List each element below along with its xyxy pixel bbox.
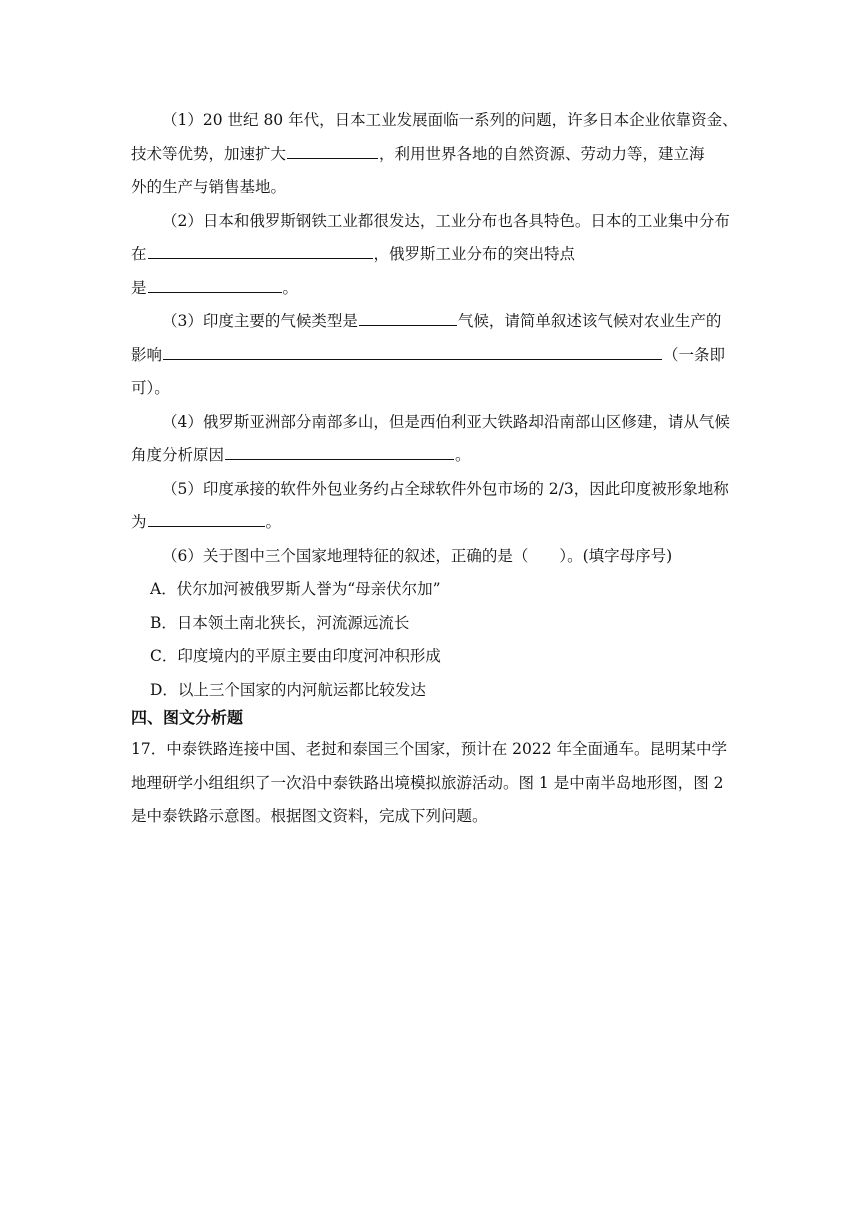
q4-text-b: 。 (455, 446, 471, 464)
q1-text-a: 技术等优势，加速扩大 (131, 144, 287, 163)
q17-line-1: 17．中泰铁路连接中国、老挝和泰国三个国家，预计在 2022 年全面通车。昆明某中学 (131, 740, 728, 758)
q5-text-a: 为 (131, 513, 147, 531)
q2-answer-blank-1[interactable] (148, 242, 373, 259)
q2-line-1: （2）日本和俄罗斯钢铁工业都很发达，工业分布也各具特色。日本的工业集中分布 (162, 211, 730, 230)
q3-text-a: （3）印度主要的气候类型是 (162, 312, 358, 330)
q2-text-a: 在 (131, 245, 147, 263)
q5-text-b: 。 (265, 513, 282, 531)
q17-line-3: 是中泰铁路示意图。根据图文资料，完成下列问题。 (131, 807, 488, 825)
q3-text-c: 影响 (131, 345, 163, 364)
q3-answer-blank-2[interactable] (163, 343, 662, 360)
q2-text-b: ，俄罗斯工业分布的突出特点 (373, 245, 576, 263)
q4-answer-blank[interactable] (225, 443, 454, 460)
q5-answer-blank[interactable] (148, 510, 265, 527)
q6-option-b[interactable]: B．日本领土南北狭长，河流源远流长 (150, 613, 410, 632)
q17-line-2: 地理研学小组组织了一次沿中泰铁路出境模拟旅游活动。图 1 是中南半岛地形图，图 2 (131, 773, 724, 792)
q1-line-1: （1）20 世纪 80 年代，日本工业发展面临一系列的问题，许多日本企业依靠资金、 (162, 111, 738, 129)
q6-option-c[interactable]: C．印度境内的平原主要由印度河冲积形成 (150, 647, 441, 665)
q6-option-d[interactable]: D．以上三个国家的内河航运都比较发达 (150, 680, 426, 699)
q1-text-b: ，利用世界各地的自然资源、劳动力等，建立海 (379, 144, 705, 163)
q6-stem: （6）关于图中三个国家地理特征的叙述，正确的是（ ）。(填字母序号) (162, 546, 673, 565)
document-page (131, 104, 738, 834)
q1-line-2 (131, 138, 731, 172)
q2-line-2 (131, 238, 731, 272)
section-heading: 四、图文分析题 (131, 708, 244, 727)
q3-text-d: （一条即 (663, 345, 726, 364)
q3-text-b: 气候，请简单叙述该气候对农业生产的 (457, 312, 722, 330)
q6-option-a[interactable]: A．伏尔加河被俄罗斯人誉为“母亲伏尔加” (150, 580, 441, 598)
q1-answer-blank[interactable] (287, 142, 378, 159)
q3-line-3: 可）。 (131, 379, 170, 397)
q4-text-a: 角度分析原因 (131, 446, 225, 464)
q1-line-3: 外的生产与销售基地。 (131, 178, 287, 196)
q5-line-2 (131, 506, 731, 540)
q2-line-3 (131, 272, 731, 306)
q3-line-1 (131, 305, 731, 339)
q5-line-1: （5）印度承接的软件外包业务约占全球软件外包市场的 2/3，因此印度被形象地称 (162, 479, 729, 498)
q2-text-d: 。 (282, 278, 299, 297)
q2-answer-blank-2[interactable] (148, 276, 282, 293)
q2-text-c: 是 (131, 278, 147, 297)
q4-line-1: （4）俄罗斯亚洲部分南部多山，但是西伯利亚大铁路却沿南部山区修建，请从气候 (162, 412, 730, 431)
q4-line-2 (131, 439, 731, 473)
q3-answer-blank-1[interactable] (359, 309, 457, 326)
q3-line-2 (131, 339, 731, 373)
